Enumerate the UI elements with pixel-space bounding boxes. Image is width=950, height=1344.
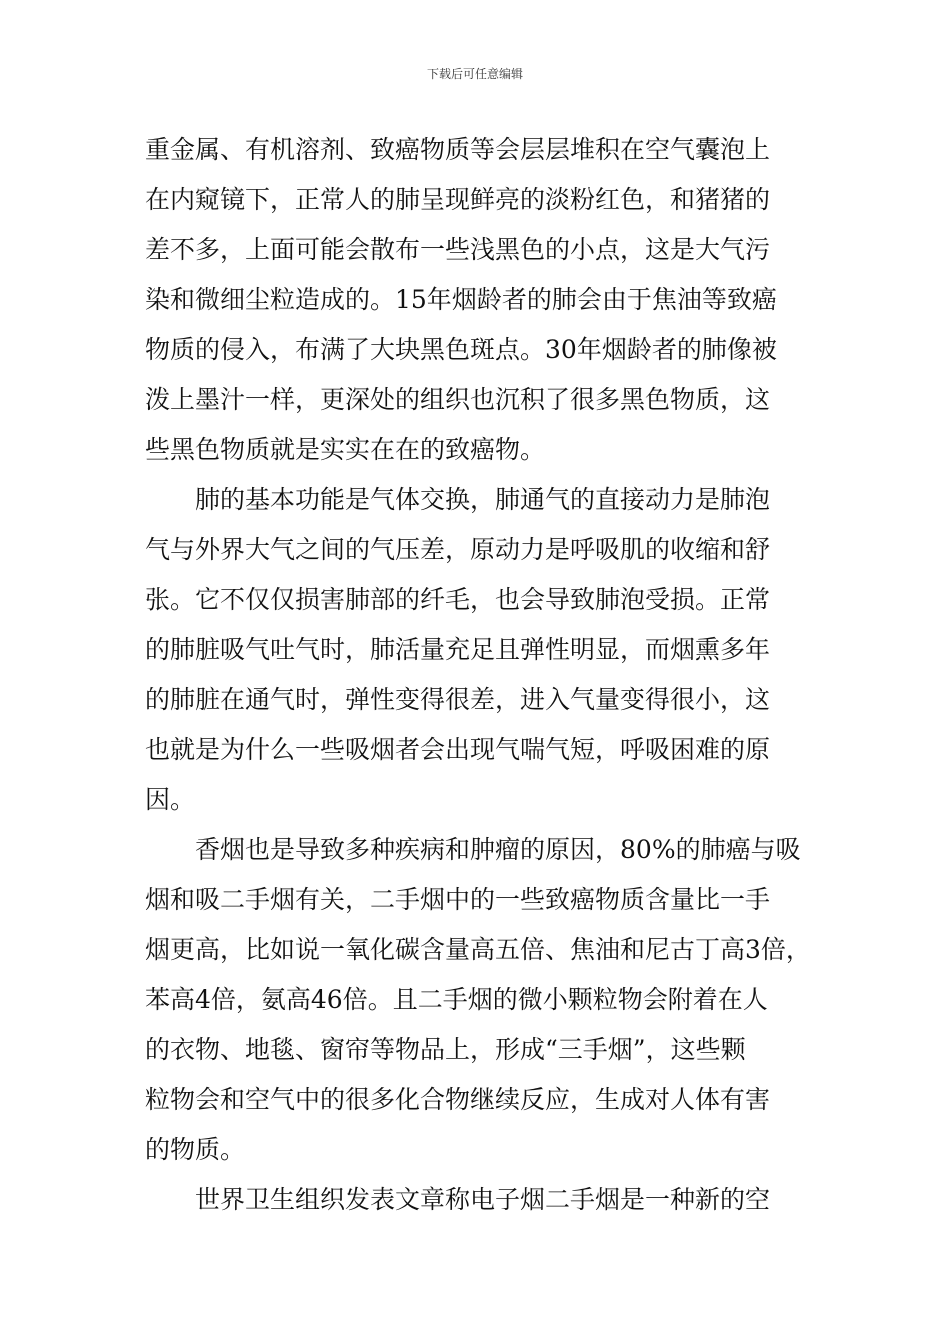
text-line: 张。它不仅仅损害肺部的纤毛，也会导致肺泡受损。正常 <box>145 585 771 614</box>
page-header: 下载后可任意编辑 <box>426 67 523 81</box>
text-line: 差不多，上面可能会散布一些浅黑色的小点，这是大气污 <box>145 235 771 264</box>
text-line: 的肺脏吸气吐气时，肺活量充足且弹性明显，而烟熏多年 <box>145 635 771 664</box>
text-line: 的肺脏在通气时，弹性变得很差，进入气量变得很小，这 <box>145 685 771 714</box>
text-line: 因。 <box>145 785 196 814</box>
text-line: 烟更高，比如说一氧化碳含量高五倍、焦油和尼古丁高3倍， <box>145 935 811 964</box>
paragraph <box>145 125 805 475</box>
text-line: 物质的侵入，布满了大块黑色斑点。30年烟龄者的肺像被 <box>145 335 777 364</box>
text-line: 肺的基本功能是气体交换，肺通气的直接动力是肺泡 <box>195 485 771 514</box>
text-line: 气与外界大气之间的气压差，原动力是呼吸肌的收缩和舒 <box>145 535 771 564</box>
text-line: 苯高4倍，氨高46倍。且二手烟的微小颗粒物会附着在人 <box>145 985 768 1014</box>
text-line: 重金属、有机溶剂、致癌物质等会层层堆积在空气囊泡上 <box>145 135 771 164</box>
text-line: 烟和吸二手烟有关，二手烟中的一些致癌物质含量比一手 <box>145 885 771 914</box>
text-line: 的物质。 <box>145 1135 246 1164</box>
text-line: 些黑色物质就是实实在在的致癌物。 <box>145 435 546 464</box>
text-line: 染和微细尘粒造成的。15年烟龄者的肺会由于焦油等致癌 <box>145 285 777 314</box>
text-line: 也就是为什么一些吸烟者会出现气喘气短，呼吸困难的原 <box>145 735 771 764</box>
text-line: 的衣物、地毯、窗帘等物品上，形成“三手烟”，这些颗 <box>145 1035 746 1064</box>
text-line: 泼上墨汁一样，更深处的组织也沉积了很多黑色物质，这 <box>145 385 771 414</box>
paragraph <box>145 1175 805 1225</box>
paragraph <box>145 825 811 1175</box>
text-line: 香烟也是导致多种疾病和肿瘤的原因，80%的肺癌与吸 <box>195 835 801 864</box>
paragraph <box>145 475 805 825</box>
text-line: 世界卫生组织发表文章称电子烟二手烟是一种新的空 <box>195 1185 771 1214</box>
text-line: 在内窥镜下，正常人的肺呈现鲜亮的淡粉红色，和猪猪的 <box>145 185 771 214</box>
document-body <box>145 125 811 1225</box>
text-line: 粒物会和空气中的很多化合物继续反应，生成对人体有害 <box>145 1085 771 1114</box>
